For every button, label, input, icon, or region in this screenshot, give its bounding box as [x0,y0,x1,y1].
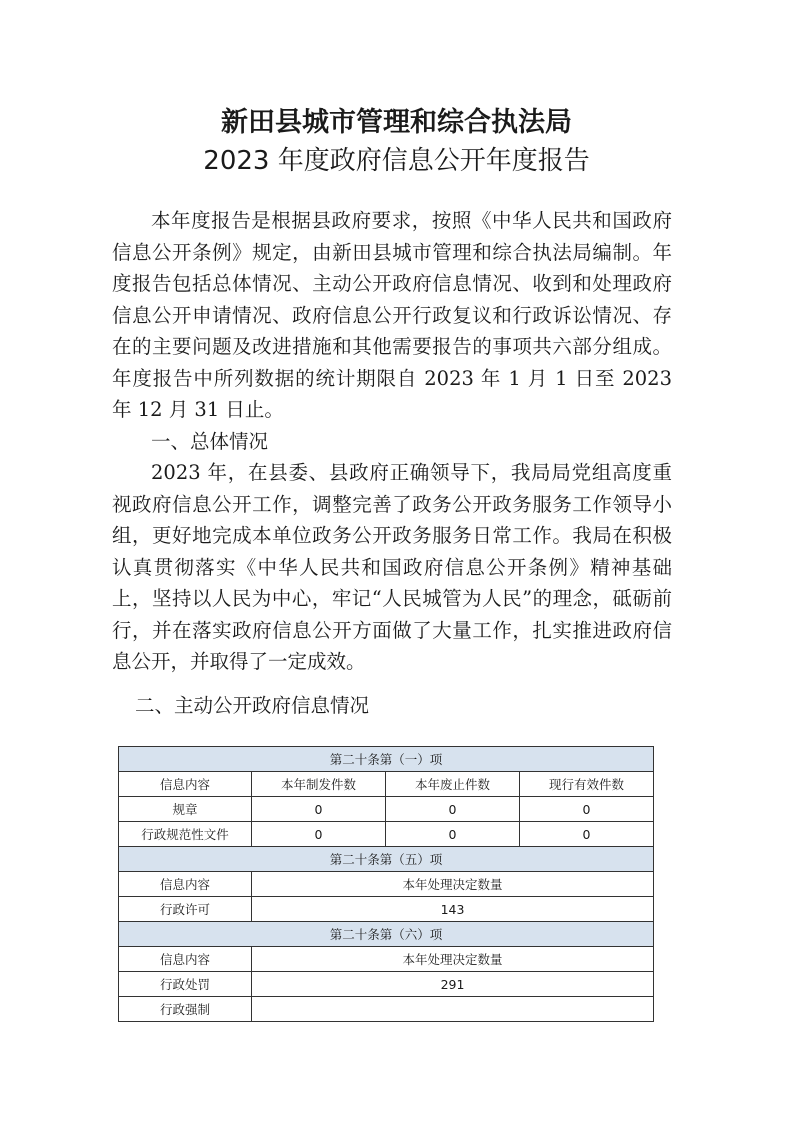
column-header: 信息内容 [119,772,252,797]
table-row [119,972,654,997]
column-header: 信息内容 [119,872,252,897]
row-label: 规章 [119,797,252,822]
report-body [112,205,672,678]
table-section-header [119,922,654,947]
table-cell: 0 [386,822,520,847]
section-title-art20-1: 第二十条第（一）项 [119,747,654,772]
section-2-heading: 二、主动公开政府信息情况 [135,694,370,717]
column-header: 信息内容 [119,947,252,972]
table-section-header [119,847,654,872]
table-cell: 0 [386,797,520,822]
table-row [119,772,654,797]
disclosure-table [118,746,654,1022]
row-label: 行政许可 [119,897,252,922]
row-label: 行政处罚 [119,972,252,997]
table-cell: 0 [252,797,386,822]
column-header: 本年处理决定数量 [252,872,654,897]
row-label: 行政规范性文件 [119,822,252,847]
table-cell: 0 [520,797,654,822]
table-section-header [119,747,654,772]
table-cell: 143 [252,897,654,922]
table-row [119,947,654,972]
table-row [119,822,654,847]
row-label: 行政强制 [119,997,252,1022]
table-row [119,897,654,922]
report-subtitle: 2023 年度政府信息公开年度报告 [203,146,590,176]
column-header: 本年制发件数 [252,772,386,797]
table-cell: 0 [252,822,386,847]
table-cell: 0 [520,822,654,847]
intro-paragraph: 本年度报告是根据县政府要求，按照《中华人民共和国政府信息公开条例》规定，由新田县城市管理和综合执法局编制。年度报告包括总体情况、主动公开政府信息情况、收到和处理政府信息公开申请情况、政府信息公开行政复议和行政诉讼情况、存在的主要问题及改进措施和其他需要报告的事项共六部分组成。年度报告中所列数据的统计期限自 2023 年 1 月 1 日至 2023 年 12 月 31 日止。 [112,209,672,421]
table-row [119,997,654,1022]
report-title: 新田县城市管理和综合执法局 [221,107,572,138]
table-row [119,797,654,822]
column-header: 本年处理决定数量 [252,947,654,972]
section-title-art20-6: 第二十条第（六）项 [119,922,654,947]
section-title-art20-5: 第二十条第（五）项 [119,847,654,872]
section-1-paragraph: 2023 年，在县委、县政府正确领导下，我局局党组高度重视政府信息公开工作，调整完善了政务公开政务服务工作领导小组，更好地完成本单位政务公开政务服务日常工作。我局在积极认真贯彻落实《中华人民共和国政府信息公开条例》精神基础上，坚持以人民为中心，牢记“人民城管为人民”的理念，砥砺前行，并在落实政府信息公开方面做了大量工作，扎实推进政府信息公开，并取得了一定成效。 [112,461,672,673]
table-cell [252,997,654,1022]
section-1-heading: 一、总体情况 [151,429,269,453]
column-header: 现行有效件数 [520,772,654,797]
table-row [119,872,654,897]
table-cell: 291 [252,972,654,997]
column-header: 本年废止件数 [386,772,520,797]
